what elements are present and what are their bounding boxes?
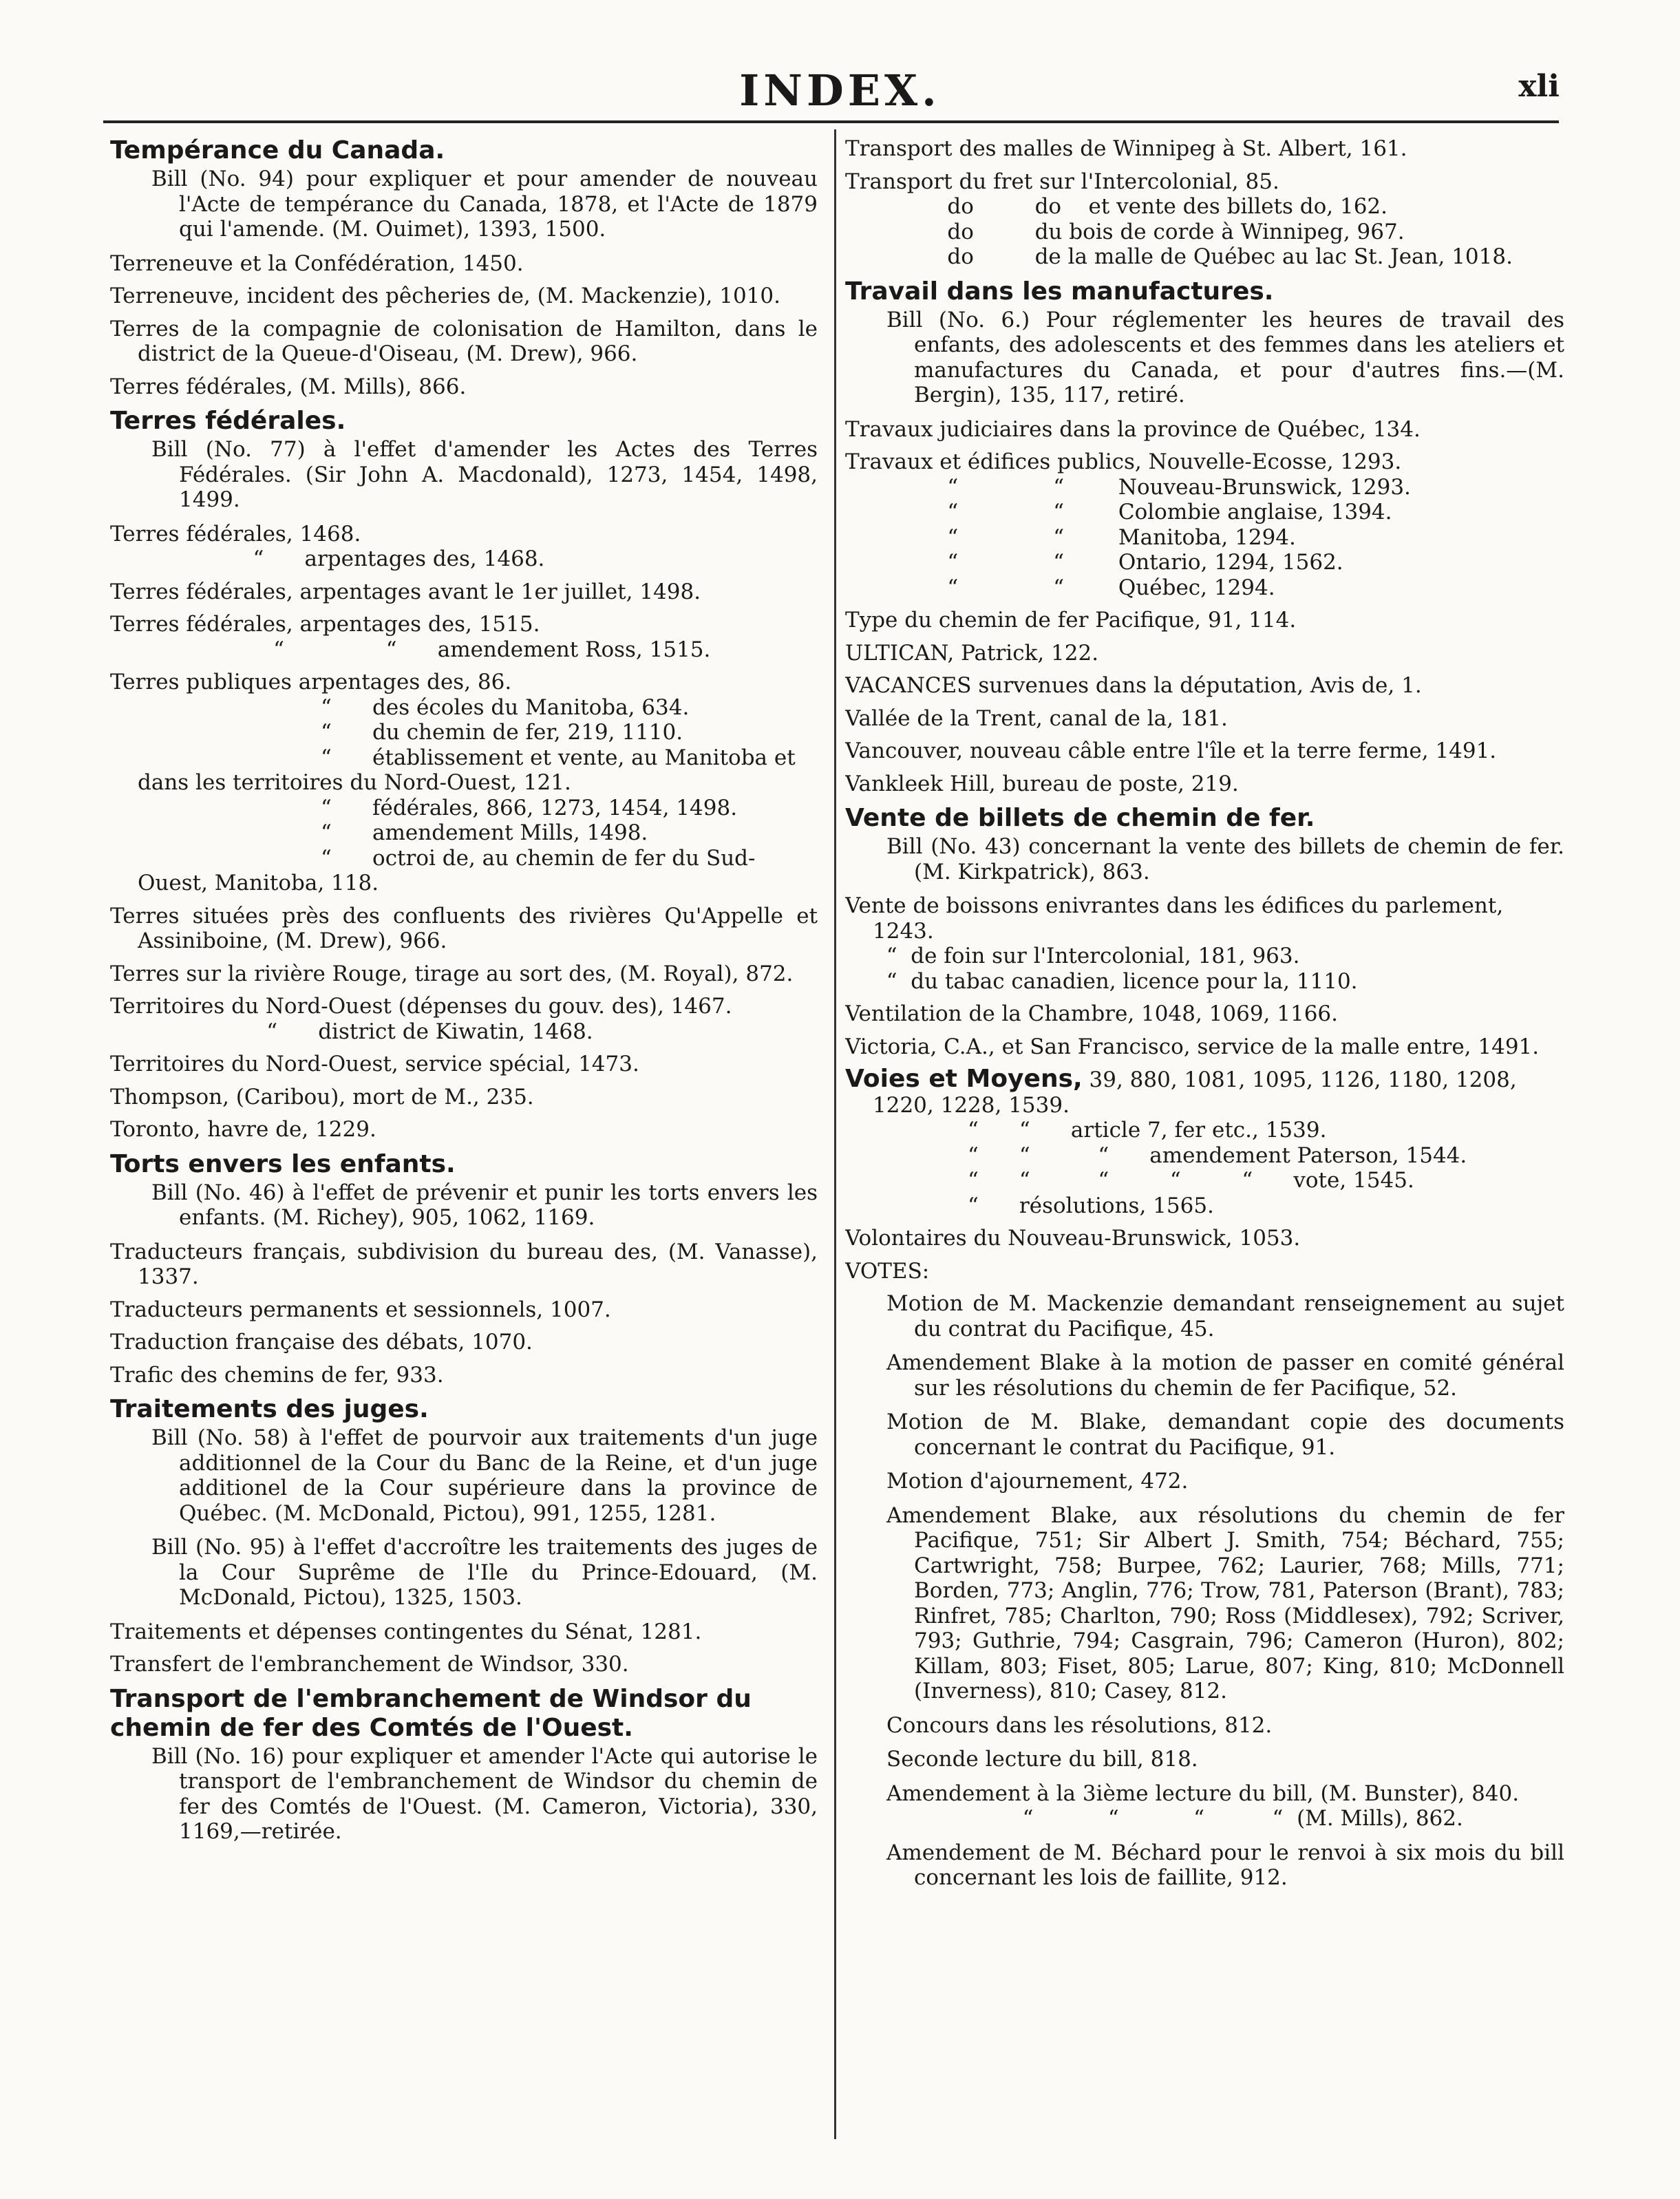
index-entry: Toronto, havre de, 1229. bbox=[110, 1117, 376, 1142]
index-heading: Vente de billets de chemin de fer. bbox=[845, 804, 1315, 832]
index-entry: Traducteurs français, subdivision du bureau des, (M. Vanasse), 1337. bbox=[110, 1239, 818, 1289]
right-column bbox=[845, 136, 1564, 2139]
index-subentry: Amendement Blake à la motion de passer en comité général sur les résolutions du chemin de fer Pacifique, 52. bbox=[886, 1350, 1564, 1401]
page-title: INDEX. bbox=[739, 65, 941, 116]
header-rule bbox=[103, 120, 1559, 123]
index-subentry: Concours dans les résolutions, 812. bbox=[886, 1712, 1273, 1738]
index-entry: Travaux judiciaires dans la province de Québec, 134. bbox=[845, 416, 1421, 442]
index-entry-text: 39, 880, 1081, 1095, 1126, 1180, 1208, 1220, 1228, 1539. bbox=[873, 1067, 1517, 1118]
index-subentry: Bill (No. 77) à l'effet d'amender les Actes des Terres Fédérales. (Sir John A. Macdonald), 1273, 1454, 1498, 1499. bbox=[151, 437, 818, 512]
index-heading: Voies et Moyens, bbox=[845, 1065, 1083, 1093]
index-entry: Victoria, C.A., et San Francisco, service de la malle entre, 1491. bbox=[845, 1034, 1540, 1059]
index-entry: Vente de boissons enivrantes dans les édifices du parlement, 1243. “ de foin sur l'Intercolonial, 181, 963. “ du tabac canadien, licence pour la, 1110. bbox=[845, 893, 1504, 994]
index-subentry: Bill (No. 43) concernant la vente des billets de chemin de fer. (M. Kirkpatrick), 863. bbox=[886, 834, 1564, 884]
index-entry: Terres situées près des confluents des rivières Qu'Appelle et Assiniboine, (M. Drew), 966. bbox=[110, 903, 818, 953]
index-entry: Terreneuve, incident des pêcheries de, (M. Mackenzie), 1010. bbox=[110, 284, 780, 308]
index-entry: Vancouver, nouveau câble entre l'île et la terre ferme, 1491. bbox=[845, 739, 1497, 763]
index-entry: Vallée de la Trent, canal de la, 181. bbox=[845, 705, 1228, 731]
page-number: xli bbox=[1518, 69, 1560, 104]
index-entry: Terres fédérales, (M. Mills), 866. bbox=[110, 374, 467, 399]
index-subentry: Amendement Blake, aux résolutions du chemin de fer Pacifique, 751; Sir Albert J. Smith, 754; Béchard, 755; Cartwright, 758; Burpee, 762; Laurier, 768; Mills, 771; Borden, 773; Anglin, 776; Trow, 781, Paterson (Brant), 783; Rinfret, 785; Charlton, 790; Ross (Middlesex), 792; Scriver, 793; Guthrie, 794; Casgrain, 796; Cameron (Huron), 802; Killam, 803; Fiset, 805; Larue, 807; King, 810; McDonnell (Inverness), 810; Casey, 812. bbox=[886, 1502, 1564, 1703]
index-entry: Transfert de l'embranchement de Windsor, 330. bbox=[110, 1652, 629, 1677]
index-entry: Volontaires du Nouveau-Brunswick, 1053. bbox=[845, 1226, 1301, 1251]
index-heading: Terres fédérales. bbox=[110, 407, 346, 435]
index-entry bbox=[845, 1067, 1564, 1218]
index-entry: Terres fédérales, 1468. “ arpentages des, 1468. bbox=[110, 521, 545, 571]
index-entry: Territoires du Nord-Ouest (dépenses du gouv. des), 1467. “ district de Kiwatin, 1468. bbox=[110, 994, 732, 1044]
index-entry: ULTICAN, Patrick, 122. bbox=[845, 640, 1099, 666]
index-entry: Terres fédérales, arpentages avant le 1er juillet, 1498. bbox=[110, 579, 701, 604]
index-subentry: Bill (No. 6.) Pour réglementer les heures de travail des enfants, des adolescents et des femmes dans les ateliers et manufactures du Canada, et pour d'autres fins.—(M. Bergin), 135, 117, retiré. bbox=[886, 307, 1564, 407]
index-entry: Traitements et dépenses contingentes du Sénat, 1281. bbox=[110, 1619, 702, 1644]
index-entry: Terres publiques arpentages des, 86. “ des écoles du Manitoba, 634. “ du chemin de fer, 219, 1110. “ établissement et vente, au Manitoba et dans les territoires du Nord-Ouest, 121. “ fédérales, 866, 1273, 1454, 1498. “ amendement Mills, 1498. “ octroi de, au chemin de fer du Sud-Ouest, Manitoba, 118. bbox=[110, 670, 796, 895]
column-divider bbox=[834, 129, 836, 2139]
index-heading: Tempérance du Canada. bbox=[110, 136, 445, 164]
index-entry: VACANCES survenues dans la députation, Avis de, 1. bbox=[845, 673, 1422, 698]
index-subentry: Amendement de M. Béchard pour le renvoi à six mois du bill concernant les lois de faillite, 912. bbox=[886, 1840, 1564, 1890]
index-entry: Terres sur la rivière Rouge, tirage au sort des, (M. Royal), 872. bbox=[110, 961, 794, 986]
index-subentry: Bill (No. 58) à l'effet de pourvoir aux traitements d'un juge additionnel de la Cour du Banc de la Reine, et d'un juge additionel de la Cour supérieure dans la province de Québec. (M. McDonald, Pictou), 991, 1255, 1281. bbox=[151, 1425, 818, 1526]
index-entry: Travaux et édifices publics, Nouvelle-Ecosse, 1293. “ “ Nouveau-Brunswick, 1293. “ “ Colombie anglaise, 1394. “ “ Manitoba, 1294. “ “ Ontario, 1294, 1562. “ “ Québec, 1294. bbox=[845, 449, 1411, 600]
index-entry-continuation: “ “ article 7, fer etc., 1539. “ “ “ amendement Paterson, 1544. “ “ “ “ “ vote, 1545. “ résolutions, 1565. bbox=[967, 1118, 1467, 1218]
index-heading: Torts envers les enfants. bbox=[110, 1149, 456, 1178]
index-subentry: Bill (No. 95) à l'effet d'accroître les traitements des juges de la Cour Suprême de l'Ile du Prince-Edouard, (M. McDonald, Pictou), 1325, 1503. bbox=[151, 1535, 818, 1610]
index-entry: Traducteurs permanents et sessionnels, 1007. bbox=[110, 1297, 611, 1322]
index-subentry: Seconde lecture du bill, 818. bbox=[886, 1747, 1198, 1772]
index-entry: Thompson, (Caribou), mort de M., 235. bbox=[110, 1084, 534, 1109]
index-entry: Transport du fret sur l'Intercolonial, 85. do do et vente des billets do, 162. do du bois de corde à Winnipeg, 967. do de la malle de Québec au lac St. Jean, 1018. bbox=[845, 169, 1513, 269]
index-heading: Travail dans les manufactures. bbox=[845, 277, 1274, 306]
index-subentry: Bill (No. 46) à l'effet de prévenir et punir les torts envers les enfants. (M. Richey), 905, 1062, 1169. bbox=[151, 1180, 818, 1230]
index-subentry: Bill (No. 94) pour expliquer et pour amender de nouveau l'Acte de tempérance du Canada, 1878, et l'Acte de 1879 qui l'amende. (M. Ouimet), 1393, 1500. bbox=[151, 167, 818, 242]
index-subentry: Amendement à la 3ième lecture du bill, (M. Bunster), 840. “ “ “ “ (M. Mills), 862. bbox=[886, 1781, 1520, 1831]
index-entry: Trafic des chemins de fer, 933. bbox=[110, 1362, 444, 1388]
index-entry: Transport des malles de Winnipeg à St. Albert, 161. bbox=[845, 136, 1407, 161]
index-entry: Terreneuve et la Confédération, 1450. bbox=[110, 251, 524, 276]
left-column bbox=[110, 136, 818, 2139]
index-subentry: Bill (No. 16) pour expliquer et amender l'Acte qui autorise le transport de l'embranchement de Windsor du chemin de fer des Comtés de l'Ouest. (M. Cameron, Victoria), 330, 1169,—retirée. bbox=[151, 1743, 818, 1844]
index-entry: Terres fédérales, arpentages des, 1515. “ “ amendement Ross, 1515. bbox=[110, 612, 711, 662]
index-heading: Traitements des juges. bbox=[110, 1395, 429, 1423]
index-entry: Traduction française des débats, 1070. bbox=[110, 1330, 533, 1355]
index-subentry: Motion de M. Blake, demandant copie des documents concernant le contrat du Pacifique, 91. bbox=[886, 1410, 1564, 1460]
index-entry: Territoires du Nord-Ouest, service spécial, 1473. bbox=[110, 1052, 639, 1076]
index-entry: Terres de la compagnie de colonisation de Hamilton, dans le district de la Queue-d'Oiseau, (M. Drew), 966. bbox=[110, 316, 818, 366]
index-subentry: Motion d'ajournement, 472. bbox=[886, 1469, 1189, 1494]
index-subentry: Motion de M. Mackenzie demandant renseignement au sujet du contrat du Pacifique, 45. bbox=[886, 1291, 1564, 1341]
index-entry: VOTES: bbox=[845, 1258, 930, 1284]
index-entry: Vankleek Hill, bureau de poste, 219. bbox=[845, 771, 1239, 796]
index-entry: Type du chemin de fer Pacifique, 91, 114. bbox=[845, 608, 1297, 633]
index-heading: Transport de l'embranchement de Windsor du chemin de fer des Comtés de l'Ouest. bbox=[110, 1684, 752, 1742]
index-entry: Ventilation de la Chambre, 1048, 1069, 1166. bbox=[845, 1001, 1338, 1026]
